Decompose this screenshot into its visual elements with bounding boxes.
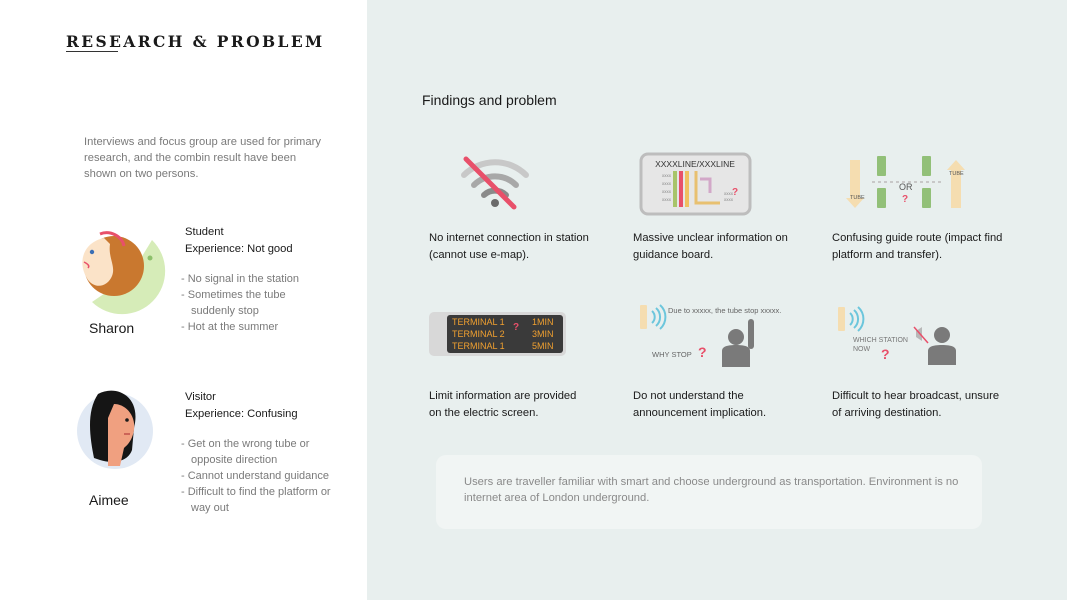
announcement-speech: Due to xxxxx, the tube stop xxxxx. xyxy=(668,306,782,315)
broadcast-icon xyxy=(836,305,962,367)
route-left-label: TUBE xyxy=(850,195,865,201)
list-item: - Cannot understand guidance xyxy=(181,468,346,484)
announcement-question-label: WHY STOP xyxy=(652,350,692,359)
route-or-label: OR xyxy=(899,182,913,192)
persona-experience: Experience: Confusing xyxy=(185,408,298,420)
screen-time: 5MIN xyxy=(532,341,554,351)
page-title: RESEARCH & PROBLEM xyxy=(66,32,325,51)
aimee-avatar xyxy=(72,388,158,470)
persona-name: Sharon xyxy=(89,320,135,336)
persona-bullets xyxy=(181,436,346,516)
persona-name: Aimee xyxy=(89,492,129,508)
intro-text: Interviews and focus group are used for primary research, and the combin result have been shown on two persons. xyxy=(84,136,321,180)
announcement-icon xyxy=(638,303,782,367)
route-right-label: TUBE xyxy=(949,171,964,177)
finding-text: Massive unclear information on guidance board. xyxy=(633,232,788,261)
persona-role-label: Student xyxy=(185,226,224,238)
board-filler: xxxx xyxy=(662,181,671,186)
board-filler: xxxx xyxy=(662,197,671,202)
question-mark: ? xyxy=(513,322,520,333)
persona-role-label: Visitor xyxy=(185,391,216,403)
screen-time: 1MIN xyxy=(532,317,554,327)
sharon-avatar xyxy=(70,226,156,306)
question-mark: ? xyxy=(698,344,707,360)
question-mark: ? xyxy=(902,194,909,205)
screen-terminal: TERMINAL 1 xyxy=(452,317,505,327)
question-mark: ? xyxy=(881,346,890,362)
route-confusion-icon xyxy=(846,152,972,212)
no-wifi-icon xyxy=(458,153,532,211)
finding-text: No internet connection in station (cannot use e-map). xyxy=(429,232,589,261)
summary-text: Users are traveller familiar with smart and choose underground as transportation. Environment is no internet area of London underground. xyxy=(464,476,959,504)
title-underline xyxy=(66,51,118,52)
screen-time: 3MIN xyxy=(532,329,554,339)
persona-experience: Experience: Not good xyxy=(185,243,293,255)
board-filler: xxxx xyxy=(724,191,733,196)
guidance-board-icon xyxy=(640,153,751,215)
list-item: - Hot at the summer xyxy=(181,319,326,335)
finding-text: Confusing guide route (impact find platform and transfer). xyxy=(832,232,1003,261)
screen-terminal: TERMINAL 1 xyxy=(452,341,505,351)
finding-text: Do not understand the announcement implication. xyxy=(633,390,767,419)
list-item: - Get on the wrong tube or opposite direction xyxy=(181,436,346,468)
screen-terminal: TERMINAL 2 xyxy=(452,329,505,339)
persona-bullets xyxy=(181,271,326,335)
list-item: - Difficult to find the platform or way out xyxy=(181,484,346,516)
board-line-label: XXXXLINE/XXXLINE xyxy=(655,159,735,169)
board-filler: xxxx xyxy=(662,189,671,194)
list-item: - Sometimes the tube suddenly stop xyxy=(181,287,326,319)
broadcast-line2: NOW xyxy=(853,346,871,353)
finding-text: Limit information are provided on the electric screen. xyxy=(429,390,577,419)
list-item: - No signal in the station xyxy=(181,271,326,287)
finding-text: Difficult to hear broadcast, unsure of arriving destination. xyxy=(832,390,1000,419)
electric-screen-icon xyxy=(429,312,566,356)
findings-heading: Findings and problem xyxy=(422,92,557,108)
persona-role xyxy=(185,224,293,258)
board-filler: xxxx xyxy=(662,173,671,178)
persona-role xyxy=(185,389,298,423)
broadcast-line1: WHICH STATION xyxy=(853,337,908,344)
question-mark: ? xyxy=(732,187,739,198)
board-filler: xxxx xyxy=(724,197,733,202)
